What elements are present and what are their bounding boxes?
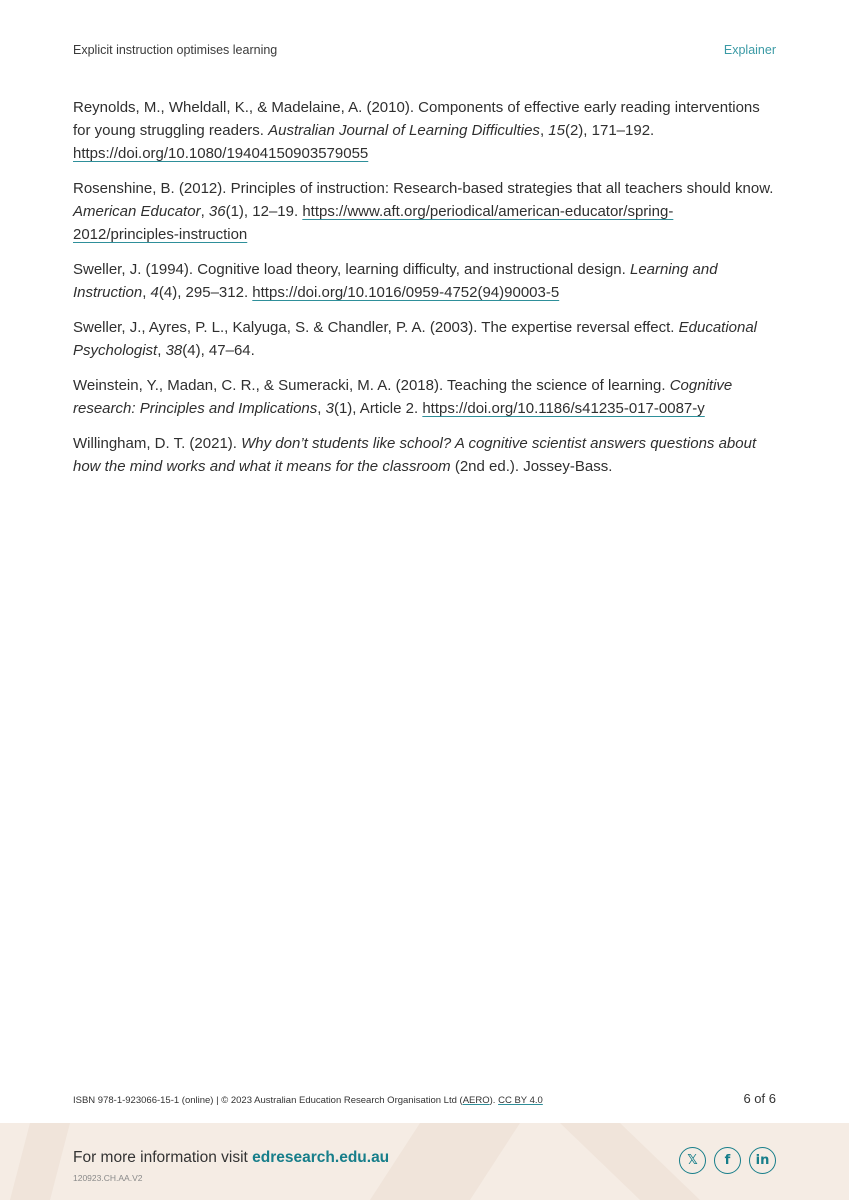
reference-item: Rosenshine, B. (2012). Principles of instruction: Research-based strategies that all teachers should know. American Educator, 36(1), 12–19. https://www.aft.org/periodical/american-educator/spring-2012/principles-instruction	[73, 180, 774, 243]
volume: 38	[165, 342, 183, 359]
volume: 3	[325, 400, 334, 417]
reference-item: Sweller, J. (1994). Cognitive load theory, learning difficulty, and instructional design. Learning and Instruction, 4(4), 295–312. https://doi.org/10.1016/0959-4752(94)90003-5	[73, 261, 718, 301]
website-link[interactable]: edresearch.edu.au	[252, 1149, 390, 1166]
x-icon[interactable]: 𝕏	[679, 1147, 706, 1174]
document-code: 120923.CH.AA.V2	[73, 1173, 143, 1183]
book-title: Why don’t students like school? A cognitive scientist answers questions about how the mind works and what it means for the classroom	[73, 435, 757, 475]
more-info: For more information visit edresearch.edu.au	[73, 1149, 390, 1166]
volume: 15	[548, 122, 565, 139]
social-links	[679, 1147, 776, 1174]
journal-title: Australian Journal of Learning Difficulties	[268, 122, 540, 139]
document-title: Explicit instruction optimises learning	[73, 43, 278, 57]
reference-link[interactable]: https://doi.org/10.1016/0959-4752(94)90003-5	[252, 284, 560, 301]
reference-item: Reynolds, M., Wheldall, K., & Madelaine, A. (2010). Components of effective early reading interventions for young struggling readers. Australian Journal of Learning Difficulties, 15(2), 171–192. https://doi.org/10.1080/19404150903579055	[73, 99, 760, 162]
reference-link[interactable]: https://doi.org/10.1080/19404150903579055	[73, 145, 369, 162]
journal-title: Cognitive research: Principles and Implications	[73, 377, 733, 417]
journal-title: Educational Psychologist	[73, 319, 758, 359]
reference-item: Weinstein, Y., Madan, C. R., & Sumeracki, M. A. (2018). Teaching the science of learning. Cognitive research: Principles and Implications, 3(1), Article 2. https://doi.org/10.1186/s41235-017-0087-y	[73, 377, 733, 417]
footer-band	[0, 1123, 849, 1200]
page-header	[73, 43, 776, 57]
license-link[interactable]: CC BY 4.0	[498, 1095, 543, 1106]
journal-title: American Educator	[73, 203, 201, 220]
reference-link[interactable]: https://www.aft.org/periodical/american-educator/spring-2012/principles-instruction	[73, 203, 674, 243]
footer-meta	[73, 1091, 776, 1106]
facebook-icon[interactable]: f	[714, 1147, 741, 1174]
reference-list	[73, 96, 778, 490]
isbn-statement: ISBN 978-1-923066-15-1 (online) | © 2023 Australian Education Research Organisation Ltd (AERO). CC BY 4.0	[73, 1095, 543, 1106]
reference-link[interactable]: https://doi.org/10.1186/s41235-017-0087-y	[422, 400, 705, 417]
reference-item: Willingham, D. T. (2021). Why don’t students like school? A cognitive scientist answers questions about how the mind works and what it means for the classroom (2nd ed.). Jossey-Bass.	[73, 435, 757, 475]
page-number: 6 of 6	[743, 1091, 776, 1106]
reference-item: Sweller, J., Ayres, P. L., Kalyuga, S. & Chandler, P. A. (2003). The expertise reversal effect. Educational Psychologist, 38(4), 47–64.	[73, 319, 758, 359]
section-label: Explainer	[723, 43, 776, 57]
volume: 4	[150, 284, 159, 301]
linkedin-icon[interactable]: in	[749, 1147, 776, 1174]
volume: 36	[208, 203, 226, 220]
aero-link[interactable]: AERO	[462, 1095, 490, 1106]
journal-title: Learning and Instruction	[73, 261, 718, 301]
